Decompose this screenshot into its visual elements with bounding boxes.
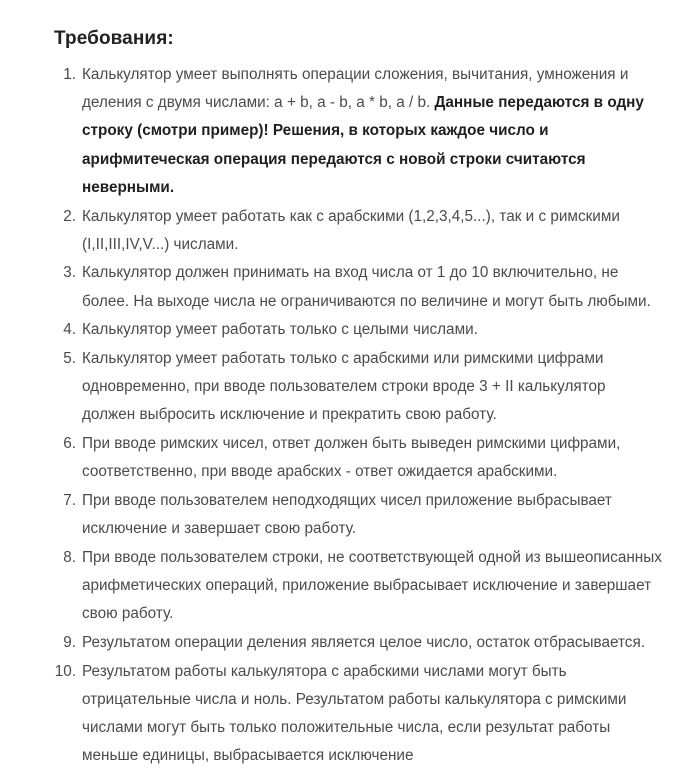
list-item bbox=[54, 203, 662, 259]
list-item bbox=[54, 316, 662, 344]
list-item-text: Калькулятор умеет работать только с арабскими или римскими цифрами одновременно, при вводе пользователем строки вроде 3 + II калькулятор должен выбросить исключение и прекратить свою работу. bbox=[82, 350, 606, 424]
list-item bbox=[54, 487, 662, 543]
page-title: Требования: bbox=[54, 28, 174, 49]
requirements-list bbox=[54, 61, 662, 771]
list-item-text: Калькулятор умеет работать только с целыми числами. bbox=[82, 321, 478, 339]
list-item-text: Калькулятор умеет выполнять операции сложения, вычитания, умножения и деления с двумя числами: a + b, a - b, a * b, a / b. Данные передаются в одну строку (смотри пример)! Решения, в которых каждое число и арифмитеческая операция передаются с новой строки считаются неверными. bbox=[82, 66, 644, 196]
document-content bbox=[54, 26, 662, 771]
list-item bbox=[54, 430, 662, 486]
list-item bbox=[54, 345, 662, 430]
list-item bbox=[54, 544, 662, 629]
list-item-text: Калькулятор умеет работать как с арабскими (1,2,3,4,5...), так и с римскими (I,II,III,IV,V...) числами. bbox=[82, 207, 620, 253]
list-item bbox=[54, 259, 662, 315]
list-item-text: Результатом операции деления является целое число, остаток отбрасывается. bbox=[82, 634, 645, 652]
list-item-text: При вводе пользователем неподходящих чисел приложение выбрасывает исключение и завершает свою работу. bbox=[82, 492, 612, 538]
list-item bbox=[54, 658, 662, 771]
list-item bbox=[54, 629, 662, 657]
list-item-text: Результатом работы калькулятора с арабскими числами могут быть отрицательные числа и ноль. Результатом работы калькулятора с римскими числами могут быть только положительные числа, если результат работы меньше единицы, выбрасывается исключение bbox=[82, 662, 627, 765]
list-item-text: При вводе римских чисел, ответ должен быть выведен римскими цифрами, соответственно, при вводе арабских - ответ ожидается арабскими. bbox=[82, 435, 621, 481]
list-item bbox=[54, 61, 662, 202]
list-item-text: При вводе пользователем строки, не соответствующей одной из вышеописанных арифметических операций, приложение выбрасывает исключение и завершает свою работу. bbox=[82, 548, 662, 623]
emphasized-text: Данные передаются в одну строку (смотри пример)! Решения, в которых каждое число и арифмитеческая операция передаются с новой строки считаются неверными. bbox=[82, 94, 644, 196]
list-item-text: Калькулятор должен принимать на вход числа от 1 до 10 включительно, не более. На выходе числа не ограничиваются по величине и могут быть любыми. bbox=[82, 264, 651, 310]
